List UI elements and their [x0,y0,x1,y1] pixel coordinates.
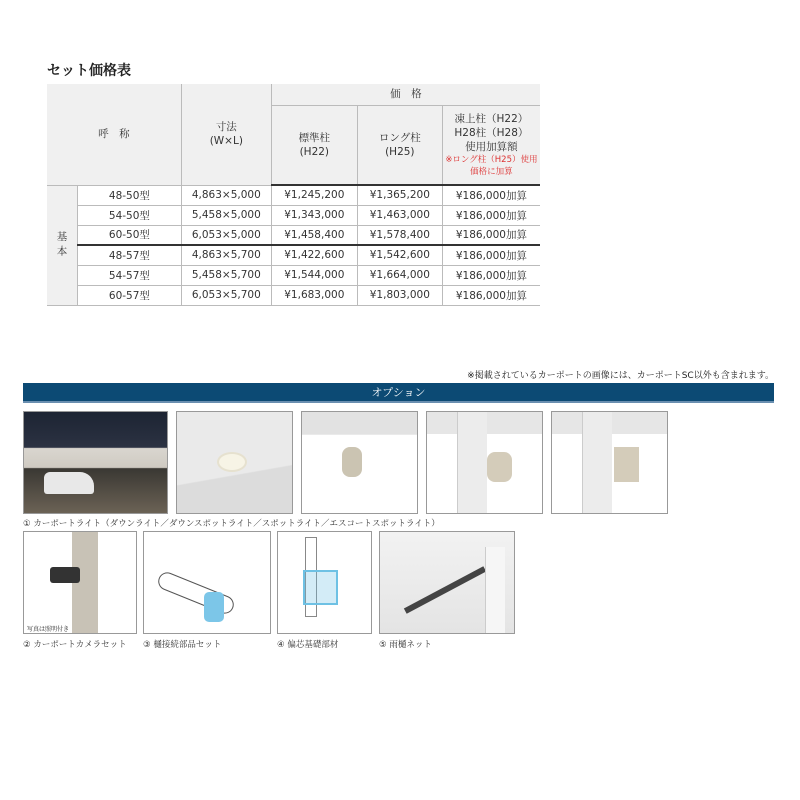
header-extra-label: 凍上柱（H22） H28柱（H28） 使用加算額 [454,112,529,153]
pillar [72,532,98,634]
carport-night-photo [23,411,168,514]
model-cell: 54-50型 [78,205,182,225]
header-std: 標準柱 (H22) [271,105,357,185]
pillar [457,412,487,514]
size-cell: 6,053×5,000 [181,225,271,245]
table-row [47,265,540,285]
page-title: セット価格表 [47,63,131,79]
model-cell: 48-57型 [78,245,182,265]
std-price-cell: ¥1,458,400 [271,225,357,245]
std-price-cell: ¥1,683,000 [271,285,357,305]
spotlight-icon [342,447,362,477]
table-row [47,285,540,305]
size-cell: 5,458×5,000 [181,205,271,225]
long-price-cell: ¥1,578,400 [357,225,442,245]
camera-photo [23,531,137,634]
std-price-cell: ¥1,245,200 [271,185,357,205]
header-long: ロング柱 (H25) [357,105,442,185]
price-table [47,84,540,306]
gutter-parts-diagram [143,531,271,634]
extra-price-cell: ¥186,000加算 [442,185,540,205]
table-row [47,245,540,265]
light-icon [487,452,512,482]
caption-camera: ② カーポートカメラセット [23,640,127,650]
caption-gutter-parts: ③ 樋接続部品セット [143,640,222,650]
extra-price-cell: ¥186,000加算 [442,285,540,305]
caption-foundation: ④ 偏芯基礎部材 [277,640,339,650]
options-banner: オプション [23,383,774,403]
spotlight-photo [301,411,418,514]
extra-price-cell: ¥186,000加算 [442,225,540,245]
extra-price-cell: ¥186,000加算 [442,265,540,285]
header-name: 呼 称 [47,84,181,185]
net [404,566,486,614]
downlight-photo [176,411,293,514]
table-row [47,205,540,225]
category-cell: 基本 [47,185,78,305]
std-price-cell: ¥1,422,600 [271,245,357,265]
model-cell: 60-57型 [78,285,182,305]
light-icon [614,447,639,482]
gutter-net-photo [379,531,515,634]
camera-icon [50,567,80,583]
escort-spotlight-photo [426,411,543,514]
size-cell: 4,863×5,000 [181,185,271,205]
table-row [47,225,540,245]
pillar [485,547,505,634]
long-price-cell: ¥1,664,000 [357,265,442,285]
model-cell: 60-50型 [78,225,182,245]
caption-light: ① カーポートライト（ダウンライト／ダウンスポットライト／スポットライト／エスコートスポットライト） [23,519,440,529]
table-row [47,185,540,205]
size-cell: 4,863×5,700 [181,245,271,265]
long-price-cell: ¥1,365,200 [357,185,442,205]
header-extra [442,105,540,185]
pillar [582,412,612,514]
photo-note: 写真は照明付き [27,626,70,633]
std-price-cell: ¥1,343,000 [271,205,357,225]
sensor-light-photo [551,411,668,514]
size-cell: 5,458×5,700 [181,265,271,285]
model-cell: 54-57型 [78,265,182,285]
header-extra-note: ※ロング柱（H25）使用 価格に加算 [445,154,538,177]
long-price-cell: ¥1,542,600 [357,245,442,265]
header-size: 寸法 (W×L) [181,84,271,185]
car-shape [44,472,94,494]
header-price: 価 格 [271,84,540,105]
bracket [303,570,338,605]
extra-price-cell: ¥186,000加算 [442,245,540,265]
long-price-cell: ¥1,463,000 [357,205,442,225]
size-cell: 6,053×5,700 [181,285,271,305]
extra-price-cell: ¥186,000加算 [442,205,540,225]
std-price-cell: ¥1,544,000 [271,265,357,285]
pipe [156,570,237,617]
model-cell: 48-50型 [78,185,182,205]
joint-part [204,592,224,622]
foundation-parts-diagram [277,531,372,634]
caption-gutter-net: ⑤ 雨樋ネット [379,640,432,650]
disclaimer-note: ※掲載されているカーポートの画像には、カーポートSC以外も含まれます。 [467,371,774,381]
long-price-cell: ¥1,803,000 [357,285,442,305]
downlight-icon [217,452,247,472]
